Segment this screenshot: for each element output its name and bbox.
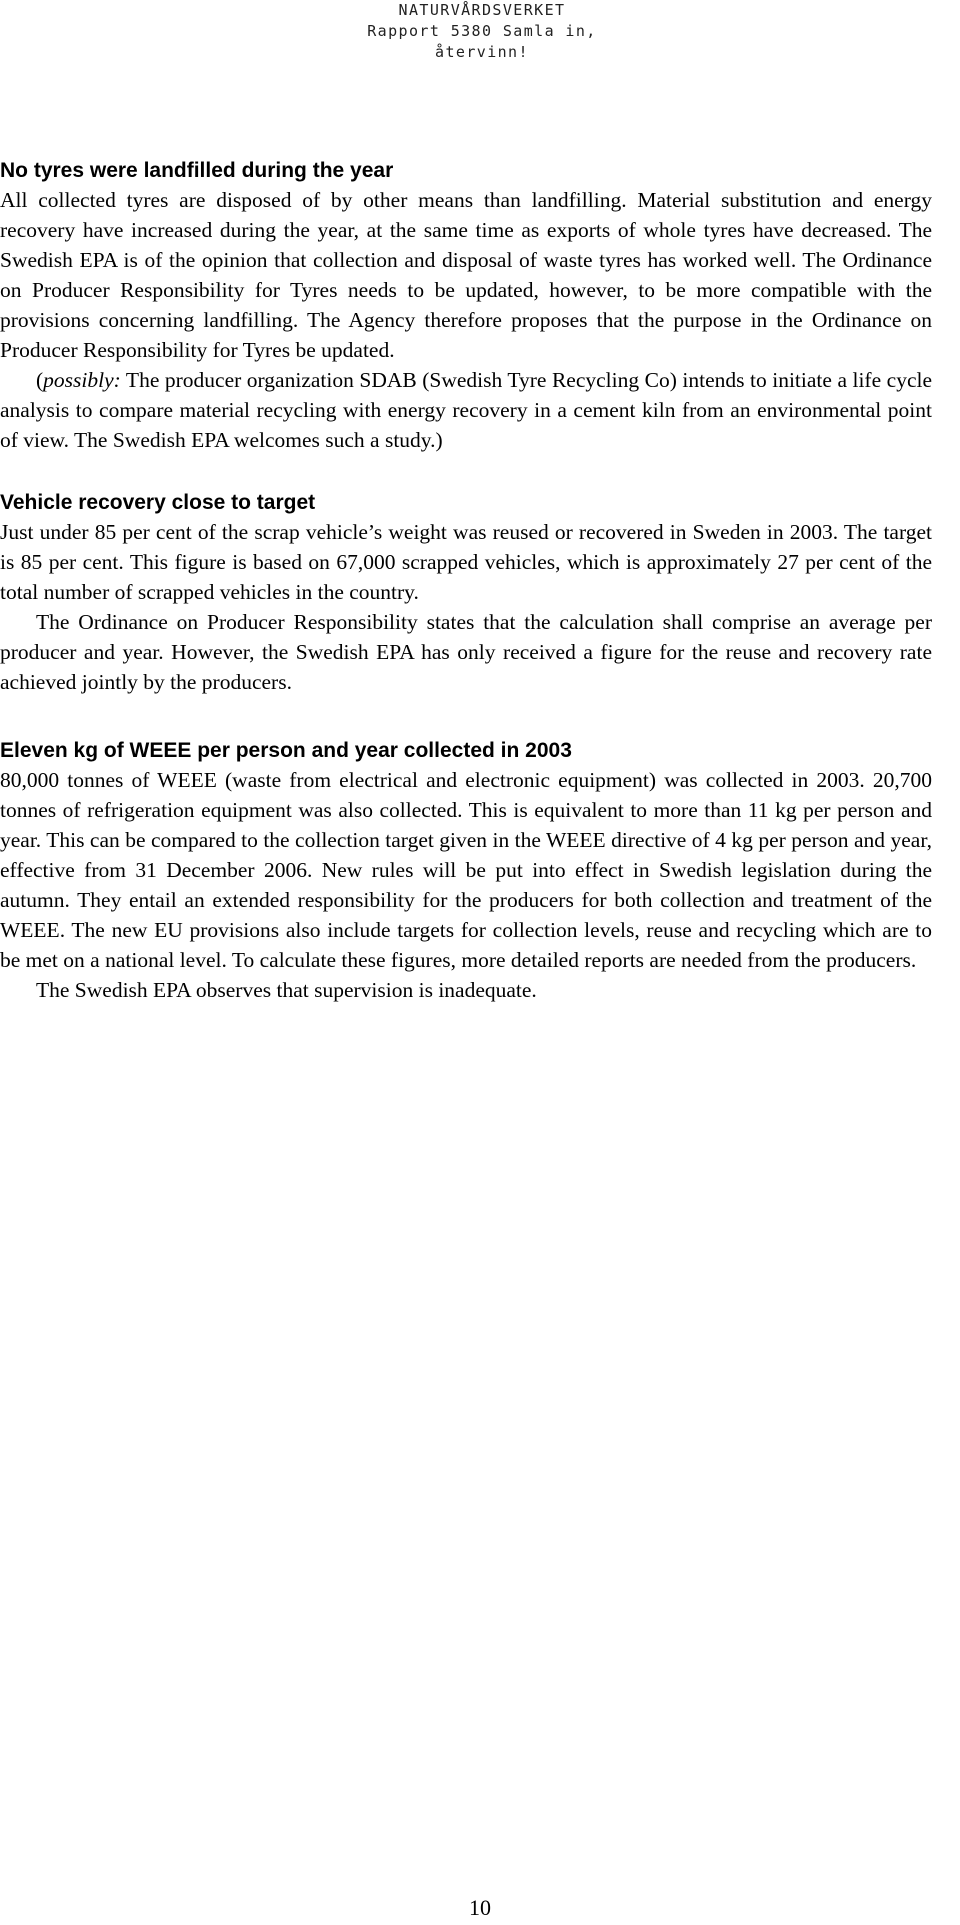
header-report-title: Rapport 5380 Samla in, återvinn! [367,22,597,61]
italic-qualifier: possibly: [43,368,121,392]
section-paragraph: The Ordinance on Producer Responsibility states that the calculation shall comprise an average per producer and year. However, the Swedish EPA has only received a figure for the reuse and recovery rate achieved jointly by the producers. [0,610,932,694]
header-agency: NATURVÅRDSVERKET [398,1,566,19]
document-body [0,157,932,1005]
section-paragraph: All collected tyres are disposed of by other means than landfilling. Material substitution and energy recovery have increased during the year, at the same time as exports of whole tyres have decreased. The Swedish EPA is of the opinion that collection and disposal of waste tyres has worked well. The Ordinance on Producer Responsibility for Tyres needs to be updated, however, to be more compatible with the provisions concerning landfilling. The Agency therefore proposes that the purpose in the Ordinance on Producer Responsibility for Tyres be updated. [0,188,932,362]
section-heading: Vehicle recovery close to target [0,491,316,514]
section-vehicles [0,489,932,697]
section-paragraph: The Swedish EPA observes that supervision is inadequate. [36,978,537,1002]
section-heading: Eleven kg of WEEE per person and year collected in 2003 [0,739,572,762]
section-heading: No tyres were landfilled during the year [0,159,394,182]
section-weee [0,737,932,1005]
page-number: 10 [469,1895,491,1920]
section-paragraph: Just under 85 per cent of the scrap vehicle’s weight was reused or recovered in Sweden in 2003. The target is 85 per cent. This figure is based on 67,000 scrapped vehicles, which is approximately 27 per cent of the total number of scrapped vehicles in the country. [0,520,932,604]
section-paragraph-note [0,365,932,455]
section-paragraph: 80,000 tonnes of WEEE (waste from electrical and electronic equipment) was collected in 2003. 20,700 tonnes of refrigeration equipment was also collected. This is equivalent to more than 11 kg per person and year. This can be compared to the collection target given in the WEEE directive of 4 kg per person and year, effective from 31 December 2006. New rules will be put into effect in Swedish legislation during the autumn. They entail an extended responsibility for the producers for both collection and treatment of the WEEE. The new EU provisions also include targets for collection levels, reuse and recycling which are to be met on a national level. To calculate these figures, more detailed reports are needed from the producers. [0,768,932,972]
paren-open: ( [36,368,44,392]
running-header [332,0,632,63]
note-text: The producer organization SDAB (Swedish Tyre Recycling Co) intends to initiate a life cycle analysis to compare material recycling with energy recovery in a cement kiln from an environmental point of view. The Swedish EPA welcomes such a study.) [0,368,932,452]
section-tyres [0,157,932,455]
